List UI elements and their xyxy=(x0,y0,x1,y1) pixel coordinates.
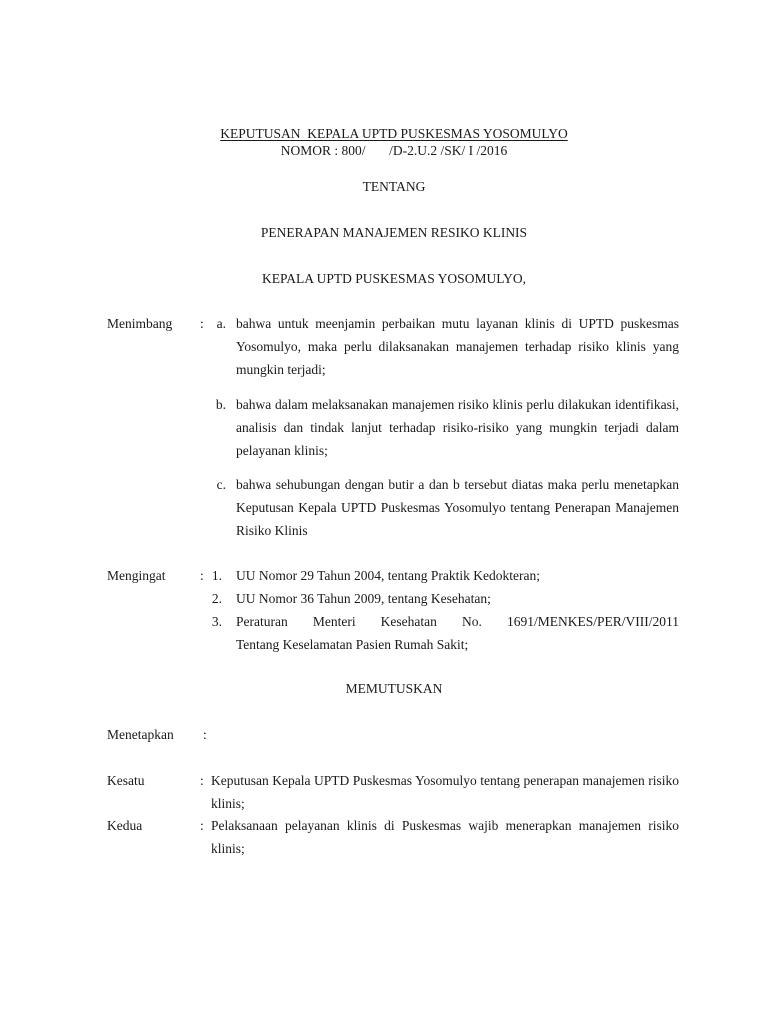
mengingat-item-1: UU Nomor 29 Tahun 2004, tentang Praktik Kedokteran; xyxy=(236,568,541,583)
menimbang-mark-a: a. xyxy=(216,316,226,331)
menimbang-mark-b: b. xyxy=(215,397,226,412)
mengingat-label: Mengingat xyxy=(107,568,166,583)
menimbang-colon: : xyxy=(200,316,204,331)
mengingat-item-3-line1: Peraturan Menteri Kesehatan No. 1691/MENKES/PER/VIII/2011 xyxy=(236,614,679,629)
menimbang-item-b: bahwa dalam melaksanakan manajemen risiko klinis perlu dilakukan identifikasi, analisis dan tindak lanjut terhadap risiko-risiko yang mungkin terjadi dalam pelayanan klinis; xyxy=(236,397,679,458)
menimbang-mark-c: c. xyxy=(216,477,226,492)
menetapkan-colon: : xyxy=(203,727,207,742)
official-heading: KEPALA UPTD PUSKESMAS YOSOMULYO, xyxy=(262,271,526,286)
subject-heading: PENERAPAN MANAJEMEN RESIKO KLINIS xyxy=(260,225,528,240)
kesatu-label: Kesatu xyxy=(107,773,145,788)
mengingat-mark-1: 1. xyxy=(211,568,222,583)
memutuskan-heading: MEMUTUSKAN xyxy=(345,681,443,696)
mengingat-mark-2: 2. xyxy=(211,591,222,606)
mengingat-colon: : xyxy=(200,568,204,583)
kedua-label: Kedua xyxy=(107,818,143,833)
document-title: KEPUTUSAN KEPALA UPTD PUSKESMAS YOSOMULYO xyxy=(220,126,568,141)
mengingat-item-2: UU Nomor 36 Tahun 2009, tentang Kesehatan; xyxy=(236,591,491,606)
document-number: NOMOR : 800/ /D-2.U.2 /SK/ I /2016 xyxy=(280,143,508,158)
menetapkan-label: Menetapkan xyxy=(107,727,174,742)
menimbang-item-a: bahwa untuk meenjamin perbaikan mutu layanan klinis di UPTD puskesmas Yosomulyo, maka perlu dilaksanakan manajemen terhadap risiko klinis yang mungkin terjadi; xyxy=(236,316,679,377)
mengingat-item-3-line2: Tentang Keselamatan Pasien Rumah Sakit; xyxy=(236,637,469,652)
menimbang-item-c: bahwa sehubungan dengan butir a dan b tersebut diatas maka perlu menetapkan Keputusan Kepala UPTD Puskesmas Yosomulyo tentang Penerapan Manajemen Risiko Klinis xyxy=(236,477,679,538)
kedua-colon: : xyxy=(200,818,204,833)
kesatu-text: Keputusan Kepala UPTD Puskesmas Yosomulyo tentang penerapan manajemen risiko klinis; xyxy=(211,773,679,811)
kesatu-colon: : xyxy=(200,773,204,788)
tentang-heading: TENTANG xyxy=(362,179,426,194)
mengingat-mark-3: 3. xyxy=(211,614,222,629)
kedua-text: Pelaksanaan pelayanan klinis di Puskesmas wajib menerapkan manajemen risiko klinis; xyxy=(211,818,679,856)
menimbang-label: Menimbang xyxy=(107,316,173,331)
